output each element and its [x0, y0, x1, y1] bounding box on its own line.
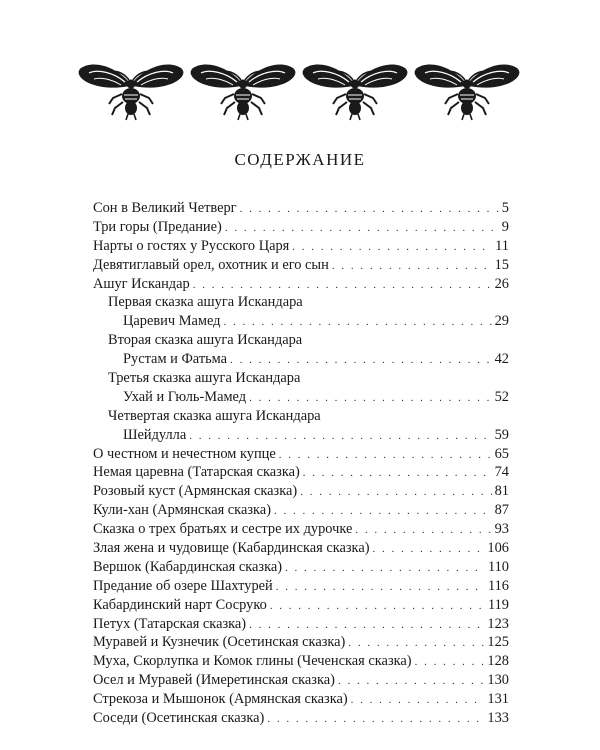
toc-entry-title: Нарты о гостях у Русского Царя	[93, 237, 290, 254]
toc-entry-page: 125	[487, 634, 509, 651]
toc-entry	[93, 331, 509, 350]
toc-entry-title: Кули-хан (Армянская сказка)	[93, 502, 271, 519]
toc-entry	[93, 558, 509, 577]
toc-entry-page: 131	[487, 691, 509, 708]
toc-dot-leader	[332, 257, 492, 276]
toc-entry	[93, 293, 509, 312]
toc-entry-title: Первая сказка ашуга Искандара	[108, 294, 303, 311]
toc-entry-page: 52	[494, 388, 509, 405]
toc-entry-title: О честном и нечестном купце	[93, 445, 276, 462]
toc-entry	[93, 218, 509, 237]
toc-dot-leader	[249, 616, 484, 635]
toc-entry	[93, 369, 509, 388]
toc-entry-title: Вторая сказка ашуга Искандара	[108, 332, 303, 349]
toc-entry-page: 42	[494, 351, 509, 368]
toc-entry	[93, 709, 509, 728]
toc-entry-title: Предание об озере Шахтурей	[93, 577, 273, 594]
toc-entry-page: 123	[487, 615, 509, 632]
toc-dot-leader	[267, 710, 484, 729]
toc-entry-title: Петух (Татарская сказка)	[93, 615, 247, 632]
toc-entry	[93, 633, 509, 652]
toc-dot-leader	[285, 559, 485, 578]
toc-entry-page: 65	[494, 445, 509, 462]
toc-entry	[93, 312, 509, 331]
toc-dot-leader	[230, 351, 492, 370]
toc-dot-leader	[338, 672, 484, 691]
toc-entry-page: 15	[494, 256, 509, 273]
toc-entry-title: Ухай и Гюль-Мамед	[123, 388, 247, 405]
toc-entry-title: Муха, Скорлупка и Комок глины (Чеченская сказка)	[93, 653, 412, 670]
toc-dot-leader	[279, 446, 492, 465]
toc-dot-leader	[303, 464, 492, 483]
toc-entry	[93, 275, 509, 294]
toc-entry	[93, 256, 509, 275]
toc-dot-leader	[292, 238, 492, 257]
toc-entry-title: Вершок (Кабардинская сказка)	[93, 558, 283, 575]
beetle-ornament	[75, 58, 525, 122]
toc-dot-leader	[225, 219, 499, 238]
toc-entry	[93, 615, 509, 634]
toc-entry-title: Сон в Великий Четверг	[93, 200, 237, 216]
toc-entry-title: Соседи (Осетинская сказка)	[93, 710, 265, 727]
toc-dot-leader	[355, 521, 491, 540]
toc-entry-page: 26	[494, 275, 509, 292]
toc-entry-page: 11	[495, 237, 509, 254]
toc-dot-leader	[224, 313, 492, 332]
toc-entry	[93, 445, 509, 464]
toc-entry-page: 87	[494, 502, 509, 519]
toc-dot-leader	[415, 653, 485, 672]
toc-entry-title: Немая царевна (Татарская сказка)	[93, 464, 300, 481]
toc-entry	[93, 199, 509, 218]
toc-entry-title: Четвертая сказка ашуга Искандара	[108, 407, 321, 424]
toc-dot-leader	[240, 200, 499, 219]
toc-dot-leader	[373, 540, 485, 559]
toc-entry-title: Розовый куст (Армянская сказка)	[93, 483, 298, 500]
toc-dot-leader	[351, 691, 485, 710]
toc-entry-page: 119	[487, 596, 509, 613]
toc-entry-title: Третья сказка ашуга Искандара	[108, 370, 301, 387]
toc-entry-title: Злая жена и чудовище (Кабардинская сказка)	[93, 540, 370, 557]
toc-entry	[93, 577, 509, 596]
toc-entry-page: 93	[494, 521, 509, 538]
toc-entry-title: Девятиглавый орел, охотник и его сын	[93, 256, 329, 273]
toc-entry-title: Шейдулла	[123, 426, 187, 443]
toc-entry	[93, 426, 509, 445]
toc-entry	[93, 407, 509, 426]
toc-entry-page: 133	[487, 710, 509, 727]
table-of-contents	[93, 199, 509, 728]
toc-dot-leader	[193, 276, 492, 295]
toc-dot-leader	[274, 502, 492, 521]
toc-entry-title: Три горы (Предание)	[93, 218, 222, 235]
toc-entry	[93, 482, 509, 501]
toc-entry	[93, 350, 509, 369]
toc-entry-page: 59	[494, 426, 509, 443]
toc-entry-page: 110	[487, 558, 509, 575]
toc-entry-title: Стрекоза и Мышонок (Армянская сказка)	[93, 691, 348, 708]
toc-entry-page: 106	[487, 540, 509, 557]
toc-entry-title: Осел и Муравей (Имеретинская сказка)	[93, 672, 335, 689]
toc-dot-leader	[276, 578, 485, 597]
toc-dot-leader	[300, 483, 491, 502]
toc-entry	[93, 690, 509, 709]
toc-entry	[93, 237, 509, 256]
toc-entry	[93, 520, 509, 539]
toc-entry-page: 5	[501, 200, 509, 216]
toc-entry	[93, 463, 509, 482]
toc-entry	[93, 652, 509, 671]
toc-entry-title: Царевич Мамед	[123, 313, 221, 330]
toc-entry-title: Муравей и Кузнечик (Осетинская сказка)	[93, 634, 346, 651]
contents-heading: СОДЕРЖАНИЕ	[234, 150, 366, 169]
toc-dot-leader	[348, 634, 484, 653]
toc-entry-page: 74	[494, 464, 509, 481]
toc-dot-leader	[189, 427, 491, 446]
toc-entry	[93, 388, 509, 407]
toc-entry-page: 9	[501, 218, 509, 235]
toc-entry	[93, 501, 509, 520]
toc-entry-title: Кабардинский нарт Сосруко	[93, 596, 267, 613]
toc-entry-page: 128	[487, 653, 509, 670]
toc-entry-page: 130	[487, 672, 509, 689]
toc-entry-page: 81	[494, 483, 509, 500]
toc-dot-leader	[249, 389, 492, 408]
toc-entry-title: Рустам и Фатьма	[123, 351, 228, 368]
toc-entry	[93, 671, 509, 690]
toc-entry	[93, 539, 509, 558]
toc-entry-page: 116	[487, 577, 509, 594]
toc-entry-title: Ашуг Искандар	[93, 275, 190, 292]
toc-dot-leader	[270, 597, 485, 616]
toc-entry-title: Сказка о трех братьях и сестре их дурочке	[93, 521, 353, 538]
toc-entry-page: 29	[494, 313, 509, 330]
toc-entry	[93, 596, 509, 615]
